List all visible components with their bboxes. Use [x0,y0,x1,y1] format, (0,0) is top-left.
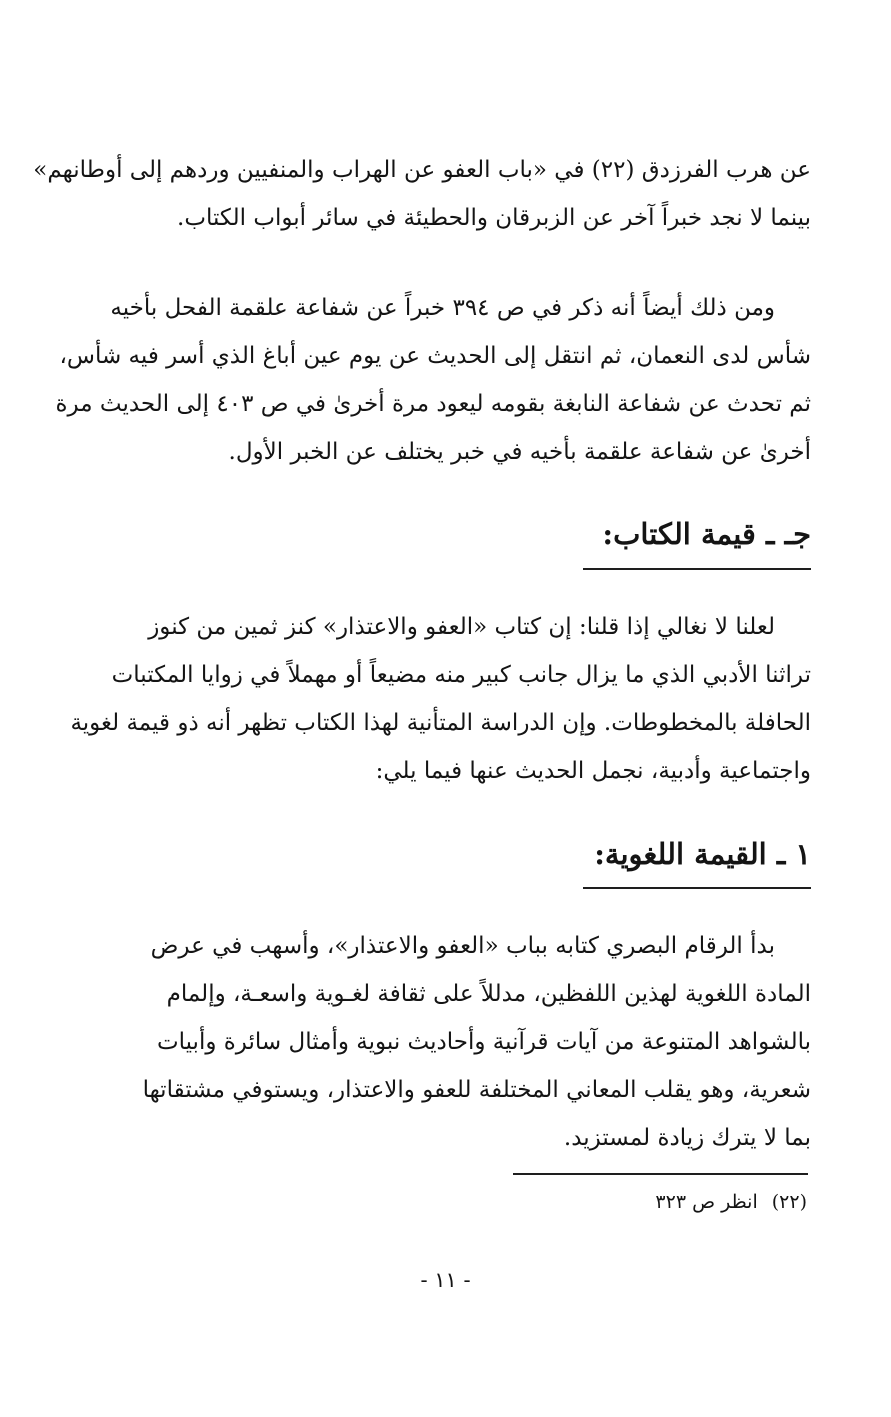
paragraph-line: شأس لدى النعمان، ثم انتقل إلى الحديث عن يوم عين أباغ الذي أسر فيه شأس، [59,343,811,369]
paragraph-line: بينما لا نجد خبراً آخر عن الزبرقان والحطيئة في سائر أبواب الكتاب. [177,205,811,231]
heading-underline [583,887,811,889]
paragraph-1 [33,146,811,242]
section-heading-value-of-book: جـ ـ قيمة الكتاب: [602,517,811,551]
paragraph-line: عن هرب الفرزدق (٢٢) في «باب العفو عن الهراب والمنفيين وردهم إلى أوطانهم» [33,157,811,183]
footnote-number: (٢٢) [771,1191,807,1213]
paragraph-value-of-book [70,603,811,795]
paragraph-line: بما لا يترك زيادة لمستزيد. [563,1125,811,1151]
paragraph-line: بالشواهد المتنوعة من آيات قرآنية وأحاديث نبوية وأمثال سائرة وأبيات [156,1029,811,1055]
paragraph-line: الحافلة بالمخطوطات. وإن الدراسة المتأنية لهذا الكتاب تظهر أنه ذو قيمة لغوية [70,710,811,736]
paragraph-line: ثم تحدث عن شفاعة النابغة بقومه ليعود مرة أخرىٰ في ص ٤٠٣ إلى الحديث مرة [55,391,811,417]
paragraph-line: المادة اللغوية لهذين اللفظين، مدللاً على ثقافة لغـوية واسعـة، وإلمام [166,981,811,1007]
page-number: - ١١ - [420,1268,471,1292]
footnote [655,1184,807,1220]
paragraph-2 [55,284,811,476]
heading-underline [583,568,811,570]
paragraph-line: شعرية، وهو يقلب المعاني المختلفة للعفو والاعتذار، ويستوفي مشتقاتها [142,1077,811,1103]
paragraph-linguistic-value [83,922,811,1162]
section-heading-linguistic-value: ١ ـ القيمة اللغوية: [594,837,811,871]
paragraph-line: بدأ الرقام البصري كتابه بباب «العفو والاعتذار»، وأسهب في عرض [150,933,775,959]
paragraph-line: ومن ذلك أيضاً أنه ذكر في ص ٣٩٤ خبراً عن شفاعة علقمة الفحل بأخيه [110,295,775,321]
paragraph-line: أخرىٰ عن شفاعة علقمة بأخيه في خبر يختلف عن الخبر الأول. [228,439,811,465]
footnote-text: انظر ص ٣٢٣ [655,1191,758,1213]
paragraph-line: لعلنا لا نغالي إذا قلنا: إن كتاب «العفو والاعتذار» كنز ثمين من كنوز [148,614,775,640]
paragraph-line: تراثنا الأدبي الذي ما يزال جانب كبير منه مضيعاً أو مهملاً في زوايا المكتبات [111,662,811,688]
paragraph-line: واجتماعية وأدبية، نجمل الحديث عنها فيما يلي: [375,758,811,784]
footnote-separator [513,1173,808,1175]
